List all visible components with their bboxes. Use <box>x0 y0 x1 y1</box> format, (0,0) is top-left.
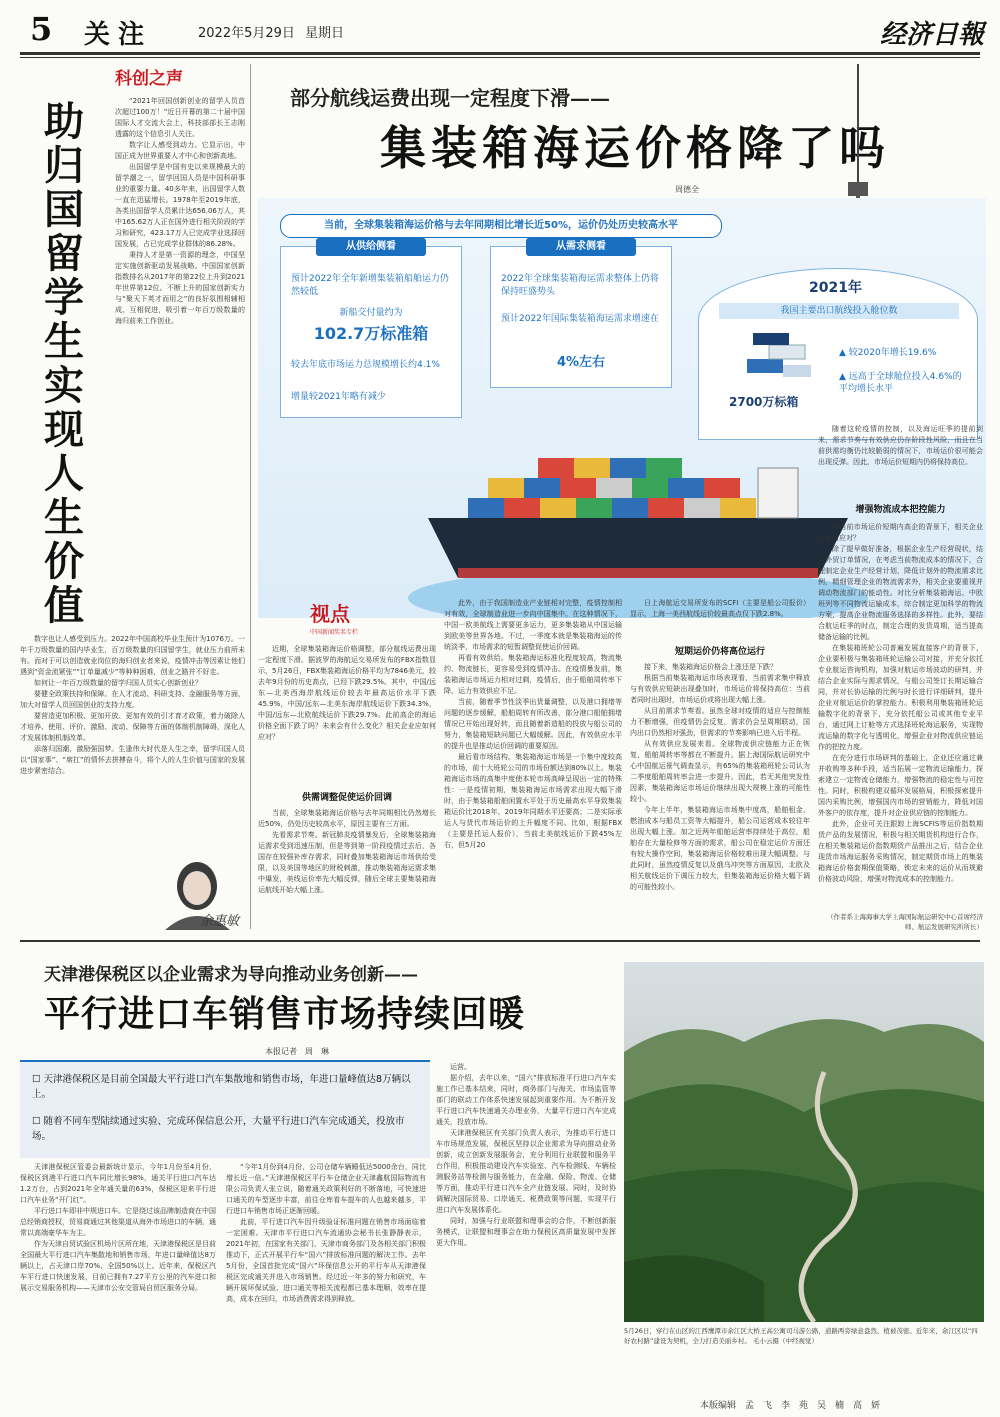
supply-value: 102.7万标准箱 <box>313 324 429 343</box>
summary-point-2-text: 随着不同车型陆续通过实验、完成环保信息公开，大量平行进口汽车完成通关，投放市场。 <box>32 1116 405 1142</box>
photo-caption <box>624 1326 984 1346</box>
demand-label: 从需求侧看 <box>526 238 636 256</box>
main-kicker: 部分航线运费出现一定程度下滑—— <box>290 86 610 110</box>
photo-caption-text: 5月26日，穿行在山区的江西鹰潭市余江区大桥王高公寓司马游公路，道路两旁绿意盎然、植被茂密。近年来，余江区以“四好农村路”建设为契机，全力打造美丽乡村。 <box>624 1327 978 1345</box>
info-banner <box>280 214 722 238</box>
main-headline: 集装箱海运价格降了吗 <box>380 121 890 175</box>
supply-panel <box>280 241 462 418</box>
left-column-text-top: “2021年回国创新创业的留学人员首次超过100万！”近日开幕的第二十届中国国际人才交流大会上，科技部部长王志刚透露的这个信息引人关注。 数字让人感受到动力。它显示出，中国正成为世界重要人才中心和创新高地。 出国留学是中国有史以来规模最大的留学潮之一，留学回国人员是中国科研事业的重要力量。40多年来，出国留学人数一直在迅猛增长。1978年至2019年底，各类出国留学人员累计达656.06万人，其中165.62万人正在国外进行相关阶段的学习和研究，423.17万人已完成学业选择回国发展，占已完成学业群体的86.28%。 秉持人才是第一资源的理念，中国坚定实施创新驱动发展战略。中国国家创新指数排名从2017年的第22位上升到2021年世界第12位。不断上升的国家创新实力与“聚天下英才而用之”的良好氛围相辅相成、互相促进，吸引着一年百万级数量的海归前来工作创业。 <box>115 97 245 325</box>
demand-panel <box>490 241 672 388</box>
main-col-3b: 接下来，集装箱海运价格会上涨还是下跌？ 根据当前集装箱海运市场表现看，当前需求集中释放与有效供应短缺出现叠加时，市场运价将保持高位：当前者同时出现时，市场运价或将出现大幅上涨。 从目前需求节奏看。虽然全球对疫情的适应与控制能力不断增强，但疫情仍会反复，需求仍会呈周期联动，国内出口仍然相对强劲，但需求的节奏影响已进入后半程。 从有效供应发展来看。全球物流供应链能力正在恢复，船舶周转率等都在不断提升。据上海国际航运研究中心中国航运景气调查显示，有65%的集装箱班轮公司认为二季度船舶周转率会进一步提升。因此，若无其他突发性因素，集装箱海运市场运价继续出现大规模上涨的可能性较小。 今年上半年，集装箱海运市场集中度高，船舶租金、燃油成本与船员工资等大幅提升，船公司运营成本较往年出现大幅上涨。加之近两年船舶运营率持续处于高位，船舶存在大量检修等方面的需求，船公司在稳定运价方面还有较大操作空间，集装箱海运价格较难出现大幅调整。与此同时，虽然疫情反复以及俄乌冲突等方面原因，北欧及相关航线运价下调压力较大，但集装箱海运价格大幅下调的可能性较小。 <box>630 663 810 891</box>
column-badge <box>115 64 235 90</box>
second-col-3: 运营。 据介绍，去年以来，“国六”排放标准平行进口汽车实施工作已基本结束，同时，商务部门与海关、市场监管等部门的联动工作体系快速发展起到重要作用。为不断开发平行进口汽车快速通关办理业务，大量平行进口汽车完成通关，投放市场。 天津港保税区有关部门负责人表示，为推动平行进口车市场规范发展，保税区坚持以企业需求为导向推动业务创新，成立创新发展服务会，充分利用行业联盟和服务平台作用，积极推动建设汽车实验室、汽车检测线、车辆检测服务站等检测与服务能力，在金融、保险、物流、仓储等方面，推动平行进口汽车全产业链发展。同时，及时协调解决国际贸易、口岸通关、税费政策等问题，实现平行进口汽车发展体系化。 同时，加强与行业联盟和理事会的合作，不断创新服务模式，让联盟和理事会在助力保税区高质量发展中发挥更大作用。 <box>436 1063 616 1247</box>
summary-point-2: ☐ 随着不同车型陆续通过实验、完成环保信息公开，大量平行进口汽车完成通关，投放市场。 <box>32 1116 405 1142</box>
section-heading-supply-demand: 供需调整促使运价回调 <box>301 793 392 803</box>
paper-logo: 经济日報 <box>880 20 985 50</box>
author-note: （作者系上海海事大学上海国际航运研究中心首席经济师、航运发展研究所所长） <box>827 913 983 931</box>
page-number: 5 <box>30 10 53 48</box>
main-author: 周德全 <box>675 185 699 194</box>
vertical-title: 助归国留学生实现人生价值 <box>44 98 84 629</box>
main-col-2: 此外，由于我国制造业产业链相对完整，疫情控制相对有效，全球制造业进一步向中国集中。在这种情况下，中国一欧美航线上需要更多运力，更多集装箱从中国运输到欧美等世界各地。不过，一季度本就是集装箱海运的传统淡季，市场需求的短暂调整促使运价回调。 再看有效供给。集装箱海运标准化程度较高，物流集约、物流链长，更容易受到疫情冲击。在疫情暴发前，集装箱海运市场运力相对过剩，疫情后，由于船舶周转率下降，运力有效供应不足。 当前，随着季节性淡季出货量调整，以及港口拥堵等问题的逐步缓解，船舶周转有所改善，部分港口船舶拥堵情况已开始出现好转，而且随着新造船的投放与船公司的努力，集装箱短缺问题已大幅缓解。因此，有效供应水平的提升也是推动运价回调的重要原因。 最后看市场结构。集装箱海运市场是一个集中度较高的市场，前十大班轮公司的市场份额达到80%以上。集装箱海运市场的高集中度使本轮市场高峰呈现出一定的特殊性：一是疫情初期，集装箱海运市场需求出现大幅下滑时，由于集装箱船舶闲置水平处于历史最高水平导致集装箱运价比2018年、2019年同期水平还要高；二是实际承运人与货代市场运价的上升幅度不同。比如，根据FBX（主要是托运人报价），当前北美航线运价下跌45%左右，但5月20 <box>444 599 622 849</box>
summary-point-1: ☐ 天津港保税区是目前全国最大平行进口汽车集散地和销售市场，年进口量峰值达8万辆以上。 <box>32 1074 411 1100</box>
author-signature: 余惠敏 <box>200 914 240 929</box>
page-editors: 本版编辑 孟 飞 李 苑 吴 楠 高 妍 <box>700 1401 881 1411</box>
masthead <box>0 0 1000 52</box>
main-col-1b: 当前，全球集装箱海运价格与去年同期相比仍然增长近50%，仍处历史较高水平，原因主要有三方面。 先看需求节奏。新冠肺炎疫情暴发后，全球集装箱海运需求受到迅速压制，但是等到第一阶段疫情过去后，各国存在较强补库存需求，同时叠加集装箱海运市场供给受限，以及美国等地区的财税刺激，推动集装箱海运需求集中爆发，美线运价率先大幅反弹，随后全球主要集装箱海运航线开始大幅上涨。 <box>258 809 436 894</box>
supply-text-3: 较去年底市场运力总规模增长约4.1% <box>291 360 440 370</box>
second-headline: 平行进口车销售市场持续回暖 <box>44 993 526 1035</box>
viewpoint-title: 视点 <box>310 602 350 626</box>
info-banner-text: 当前，全球集装箱海运价格与去年同期相比增长近50%，运价仍处历史较高水平 <box>324 220 678 231</box>
stat-title: 我国主要出口航线投入舱位数 <box>719 303 959 319</box>
photo-credit: 毛小云摄（中经视觉） <box>752 1337 818 1345</box>
summary-box <box>20 1060 430 1158</box>
stat-up-2-text: 远高于全球舱位投入4.6%的平均增长水平 <box>839 372 962 394</box>
supply-text-1: 预计2022年全年新增集装箱船舶运力仍然较低 <box>291 274 449 297</box>
stat-up-1-text: 较2020年增长19.6% <box>848 348 937 358</box>
main-col-3: 日上海航运交易所发布的SCFI（主要是船公司报价）显示，上海一美西航线运价较最高点仅下跌2.8%。 <box>630 599 810 618</box>
issue-weekday: 星期日 <box>305 26 345 41</box>
issue-date: 2022年5月29日 <box>198 26 295 41</box>
main-col-4b: 在当前市场运价短期内高企的背景下，相关企业应如何应对？ 除了提早做好准备，根据企业生产经营现状，结合外贸订单情况，在考虑当前物流成本的情况下，合理制定企业生产经营计划，降低计划外的物流需求比例，精细管理企业的物流需求外，相关企业要重视并调动物流部门的能动性。对比分析集装箱海运、中欧班列等不同物流运输成本，综合制定更加科学的物流方案，提高企业物流服务选择的多样性。此外，要结合航运旺季的时点，制定合理的发货周期，适当提高储备运输的比例。 在集装箱班轮公司普遍发展直接客户的背景下，企业要积极与集装箱班轮运输公司对接，并充分依托专业航运咨询机构，加强对航运市场波动的研判，并结合企业实际与需求情况，与船公司签订长期运输合同，并对长协运输的比例与时长进行详细研判，提升企业对航运运价的掌控能力。积极利用集装箱班轮运输数字化的背景下，充分依托船公司或其他专业平台，通过网上订舱等方式选择班轮海运服务，实现物流运输的数字化与透明化，增强企业对物流供应链运作的把控力度。 在充分进行市场研判的基础上，企业还应通过兼并收购等多种手段，适当拓展一定物流运输能力，探索建立一定物流仓储能力，增强物流的稳定性与可控性。同时，积极构建双循环发展格局，积极探索提升国内采购比例，增强国内市场的营销能力，降低对国外客户的依存度，提升对企业供应链的控制能力。 此外，企业可关注跟踪上海SCFIS等运价指数期货产品的发展情况，积极与相关期货机构进行合作，在相关集装箱运价指数期货产品推出之后，结合企业现货市场海运服务采购情况，制定期货市场上的集装箱海运价格套期保值策略，锁定未来的运价从而规避价格波动风险，增强对物流成本的控制能力。 <box>818 523 983 883</box>
section-name: 关注 <box>84 20 153 50</box>
supply-text-2: 新船交付量约为 <box>339 308 403 318</box>
main-col-4: 随着这轮疫情的控制，以及海运旺季的提前到来，需求节奏与有效供应仍存阶段性风险，而且在当前供需均衡仍比较脆弱的情况下，市场运价很可能会出现反弹。因此，市场运价短期内仍将保持高位。 <box>818 425 983 466</box>
story-separator <box>20 940 980 942</box>
column-badge-label: 科创之声 <box>115 69 183 89</box>
section-heading-high: 短期运价仍将高位运行 <box>674 647 765 657</box>
masthead-rule-thin <box>20 57 980 58</box>
container-ship-illustration <box>408 398 868 618</box>
viewpoint-subtitle: 中国新闻奖名专栏 <box>310 629 359 636</box>
section-heading-logistics: 增强物流成本把控能力 <box>855 505 946 515</box>
left-divider <box>250 64 251 929</box>
masthead-rule <box>20 52 980 55</box>
landscape-photo <box>624 962 984 1322</box>
container-stack-icon <box>739 329 819 385</box>
demand-value: 4%左右 <box>556 355 606 370</box>
stat-year: 2021年 <box>809 280 862 296</box>
viewpoint-badge <box>310 598 390 634</box>
stat-value: 2700万标箱 <box>729 395 799 409</box>
stat-up-2: ▲ 远高于全球舱位投入4.6%的平均增长水平 <box>839 372 962 394</box>
stat-up-1: ▲ 较2020年增长19.6% <box>839 348 937 358</box>
supply-label: 从供给侧看 <box>316 238 426 256</box>
second-byline: 本报记者 周 琳 <box>265 1047 329 1056</box>
summary-point-1-text: 天津港保税区是目前全国最大平行进口汽车集散地和销售市场，年进口量峰值达8万辆以上。 <box>32 1074 411 1100</box>
main-col-1: 近期，全球集装箱海运价格调整，部分航线运费出现一定程度下滑。据波罗的海航运交易所发布的FBX指数显示，5月26日，FBX集装箱海运价格平均为7846美元，较去年9月份的历史高点，已经下跌29.5%。其中，中国/远东—北美西海岸航线运价较去年最高运价水平下跌45.9%，中国/远东—北美东海岸航线运价下跌34.3%，中国/远东—北欧航线运价下跌29.7%。此前高企的海运价格全面下跌了吗？未来会有什么变化？相关企业应如何应对？ <box>258 645 436 741</box>
demand-text-2: 预计2022年国际集装箱海运需求增速在 <box>501 314 659 324</box>
supply-text-4: 增量较2021年略有减少 <box>291 392 386 402</box>
second-kicker: 天津港保税区以企业需求为导向推动业务创新—— <box>44 965 418 985</box>
demand-text-1: 2022年全球集装箱海运需求整体上仍将保持旺盛势头 <box>501 274 659 297</box>
second-col-2: “今年1月份到4月份，公司仓储车辆睡低达5000余台，同比增长近一倍。”天津港保税区平行车仓储企业天津鑫航国际物流有限公司负责人张立说，随着通关政策利好的不断落地，可快速进口通关的车型逐步丰富，前往仓库看车提车的人也越来越多，平行进口车销售市场正逐渐回暖。 此前，平行进口汽车因升级验证标准问题在销售市场面临着一定困难。天津市平行进口汽车流通协会秘书长张静静表示，2021年初，在国家有关部门、天津市商务部门及各相关部门积极推动下，正式开展平行车“国六”排放标准问题的解决工作。去年5月份，全国首批完成“国六”环保信息公开的平行车从天津港保税区完成通关并进入市场销售。经过近一年多的努力和研究，车辆开展环保试验、进口通关等相关流程都已基本理顺，效率在提高，成本在回归，市场消费需求得到释放。 <box>226 1163 426 1303</box>
second-col-1: 天津港保税区管委会最新统计显示，今年1月份至4月份，保税区到港平行进口汽车同比增长98%，通关平行进口汽车达1.2万台，占到2021年全年通关量的63%，保税区迎来平行进口汽车业务“开门红”。 平行进口车即非中规进口车。它是绕过该品牌制造商在中国总经销商授权，贸易商通过其他渠道从海外市场进口的车辆，通常以高端豪华车为主。 作为天津自贸试验区机场片区所在地，天津港保税区是目前全国最大平行进口汽车集散地和销售市场，年进口量峰值达8万辆以上，占天津口岸70%、全国50%以上。近年来，保税区汽车平行进口快速发展，目前已拥有7.27平方公里的汽车进口和展示交易服务机构——天津市公安交管局自贸区服务分局。 <box>20 1163 216 1292</box>
left-column-text-bottom: 数字也让人感受到压力。2022年中国高校毕业生预计为1076万。一年千万级数量的国内毕业生，百万级数量的归国留学生，就业压力前所未有。而对于可以创造就业岗位的海归创业者来说，疫情冲击等因素让他们遇到“资金流紧张”“订单量减少”等种种困难，创业之路并不好走。 如何让一年百万级数量的留学归国人员实心创新创业？ 要健全政策扶持和保障。在人才流动、科研支持、金融服务等方面，加大对留学人员回国创业的支持力度。 要营造更加积极、更加开放、更加有效的引才育才政策，着力破除人才培养、使用、评价、激励、流动、保障等方面的体制机制障碍，深化人才发展体制机制改革。 添落归国潮，激励强国梦。生逢伟大时代是人生之幸，留学归国人员以“国家事”、“席扛”的情怀去拼搏奋斗，将个人的人生价值与国家的发展进步紧密结合。 <box>20 635 245 775</box>
